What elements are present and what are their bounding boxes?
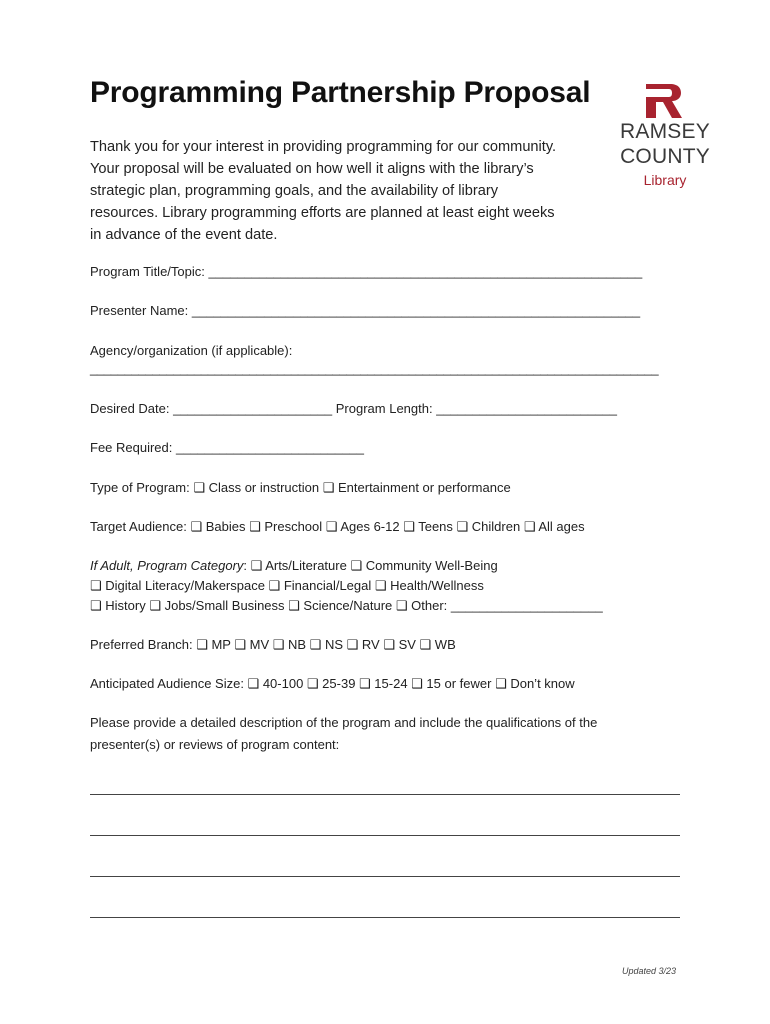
page-title: Programming Partnership Proposal	[90, 76, 591, 109]
field-agency[interactable]: __________________________________________________________________________________	[90, 361, 659, 376]
intro-line: in advance of the event date.	[90, 227, 278, 243]
updated-date: Updated 3/23	[622, 966, 677, 976]
adult-category-line1[interactable]	[90, 558, 498, 574]
agency-label: Agency/organization (if applicable):	[90, 343, 293, 358]
ramsey-county-library-logo	[612, 84, 718, 190]
field-date-length[interactable]: Desired Date: ______________________ Program Length: _________________________	[90, 401, 617, 416]
intro-line: Thank you for your interest in providing programming for our community.	[90, 139, 557, 155]
field-presenter-name[interactable]: Presenter Name: ______________________________________________________________	[90, 303, 641, 318]
adult-category-line3[interactable]: ❑ History ❑ Jobs/Small Business ❑ Science/Nature ❑ Other: _____________________	[90, 598, 603, 613]
logo-text-county: COUNTY	[620, 145, 710, 168]
description-prompt-line2: presenter(s) or reviews of program content:	[90, 737, 340, 752]
target-audience-options[interactable]: Target Audience: ❑ Babies ❑ Preschool ❑ Ages 6-12 ❑ Teens ❑ Children ❑ All ages	[90, 519, 585, 534]
adult-category-options[interactable]: : ❑ Arts/Literature ❑ Community Well-Being	[243, 558, 498, 573]
logo-text-library: Library	[643, 172, 687, 188]
field-program-title[interactable]: Program Title/Topic: ____________________________________________________________	[90, 264, 643, 279]
description-answer-line[interactable]	[90, 835, 680, 836]
description-answer-line[interactable]	[90, 794, 680, 795]
audience-size-options[interactable]: Anticipated Audience Size: ❑ 40-100 ❑ 25-39 ❑ 15-24 ❑ 15 or fewer ❑ Don’t know	[90, 676, 575, 691]
intro-line: resources. Library programming efforts are planned at least eight weeks	[90, 205, 555, 221]
description-answer-line[interactable]	[90, 917, 680, 918]
ramsey-r-logo-icon	[644, 84, 684, 118]
type-of-program-options[interactable]: Type of Program: ❑ Class or instruction ❑ Entertainment or performance	[90, 480, 511, 495]
intro-paragraph	[90, 136, 600, 246]
field-fee-required[interactable]: Fee Required: __________________________	[90, 440, 364, 455]
intro-line: Your proposal will be evaluated on how well it aligns with the library’s	[90, 161, 534, 177]
logo-text-ramsey: RAMSEY	[620, 120, 710, 143]
description-answer-line[interactable]	[90, 876, 680, 877]
intro-line: strategic plan, programming goals, and the availability of library	[90, 183, 499, 199]
adult-category-line2[interactable]: ❑ Digital Literacy/Makerspace ❑ Financial/Legal ❑ Health/Wellness	[90, 578, 484, 593]
preferred-branch-options[interactable]: Preferred Branch: ❑ MP ❑ MV ❑ NB ❑ NS ❑ RV ❑ SV ❑ WB	[90, 637, 456, 652]
description-prompt-line1: Please provide a detailed description of the program and include the qualifications of the	[90, 715, 598, 730]
adult-category-label: If Adult, Program Category	[90, 558, 244, 573]
